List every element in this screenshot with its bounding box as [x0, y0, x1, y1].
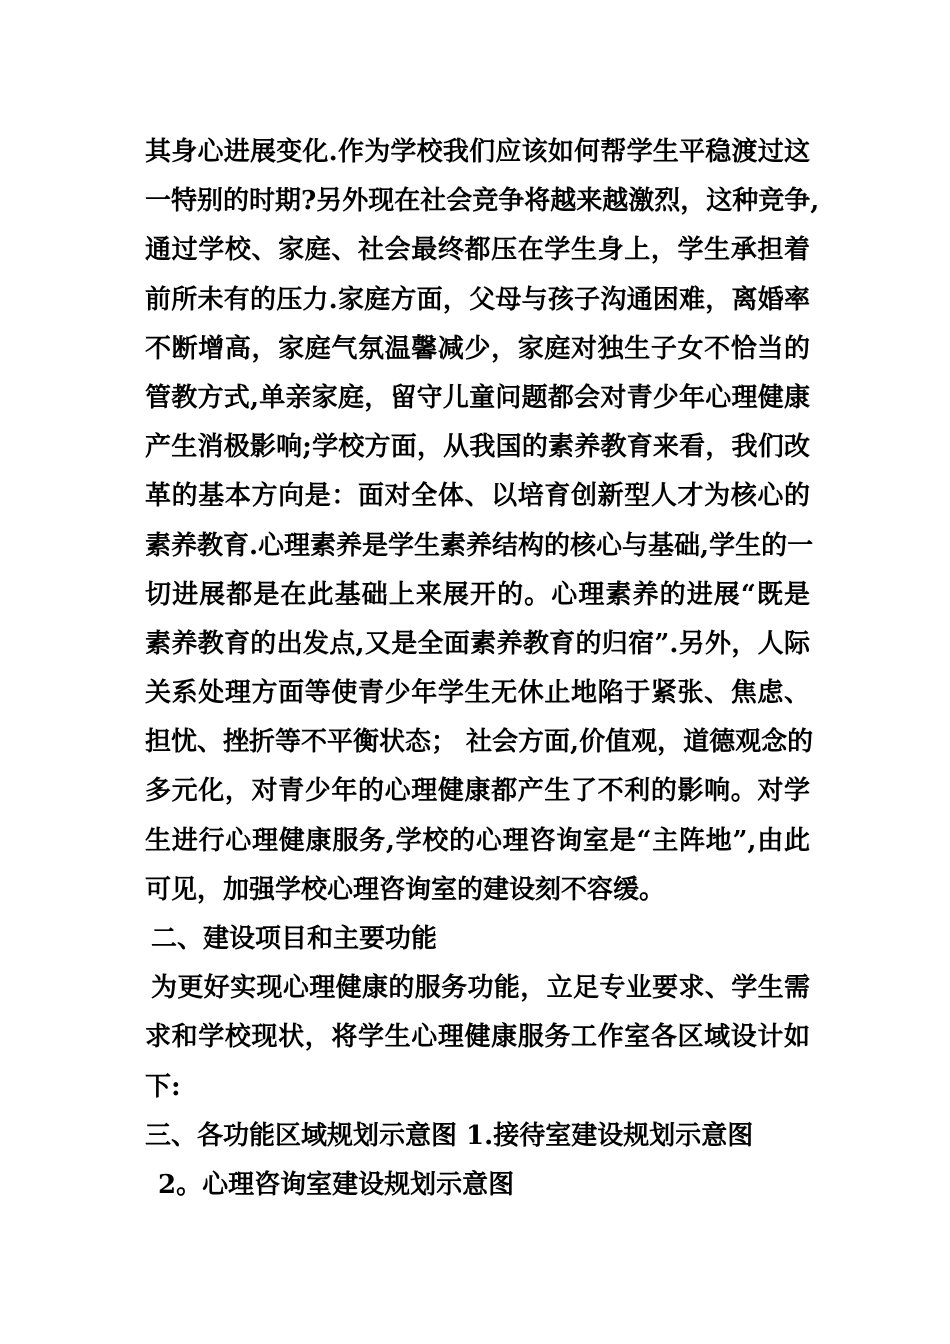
paragraph-line: 素养教育.心理素养是学生素养结构的核心与基础,学生的一 [145, 530, 814, 561]
paragraph-line: 切进展都是在此基础上来展开的。心理素养的进展“既是 [145, 579, 810, 610]
paragraph-line: 不断增高，家庭气氛温馨减少，家庭对独生子女不恰当的 [145, 333, 810, 364]
section-2-heading: 二、建设项目和主要功能 [151, 924, 438, 954]
paragraph-line: 关系处理方面等使青少年学生无休止地陷于紧张、焦虑、 [145, 678, 810, 709]
paragraph-line: 产生消极影响;学校方面，从我国的素养教育来看，我们改 [145, 432, 810, 463]
paragraph-line: 素养教育的出发点,又是全面素养教育的归宿”.另外，人际 [145, 628, 810, 659]
section-2-body-line: 求和学校现状，将学生心理健康服务工作室各区域设计如 [145, 1022, 810, 1053]
section-3-item-2: 2。心理咨询室建设规划示意图 [158, 1169, 515, 1200]
section-3-heading: 三、各功能区域规划示意图 1.接待室建设规划示意图 [145, 1120, 754, 1151]
paragraph-line: 多元化，对青少年的心理健康都产生了不利的影响。对学 [145, 776, 810, 807]
paragraph-line: 通过学校、家庭、社会最终都压在学生身上，学生承担着 [145, 235, 810, 266]
paragraph-line: 担忧、挫折等不平衡状态； 社会方面,价值观，道德观念的 [145, 727, 814, 758]
section-2-body-line: 下: [145, 1071, 181, 1102]
paragraph-line: 管教方式,单亲家庭，留守儿童问题都会对青少年心理健康 [145, 382, 810, 413]
paragraph-line: 一特别的时期?另外现在社会竞争将越来越激烈，这种竞争, [145, 186, 820, 217]
paragraph-line: 其身心进展变化.作为学校我们应该如何帮学生平稳渡过这 [145, 137, 810, 167]
paragraph-line: 前所未有的压力.家庭方面，父母与孩子沟通困难，离婚率 [145, 284, 810, 315]
document-body [145, 128, 820, 1210]
paragraph-line: 可见，加强学校心理咨询室的建设刻不容缓。 [145, 874, 666, 905]
paragraph-line: 革的基本方向是：面对全体、以培育创新型人才为核心的 [145, 481, 810, 512]
paragraph-line: 生进行心理健康服务,学校的心理咨询室是“主阵地”,由此 [145, 825, 810, 856]
section-2-body-line: 为更好实现心理健康的服务功能，立足专业要求、学生需 [151, 973, 810, 1004]
